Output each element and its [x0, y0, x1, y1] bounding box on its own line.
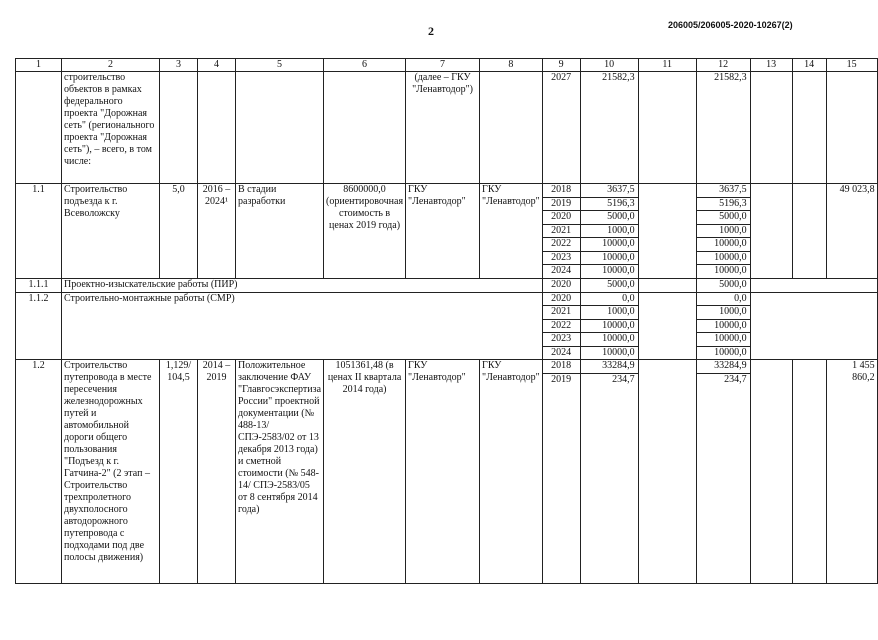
value-line: 1000,0	[581, 225, 638, 239]
row-cost: 1051361,48 (в ценах II квартала 2014 года)	[324, 360, 406, 584]
row-number: 1.1.2	[16, 292, 62, 360]
table-row	[16, 72, 878, 184]
col-header-8: 8	[480, 59, 543, 72]
value-line: 2020	[543, 211, 580, 225]
value-line: 2021	[543, 306, 580, 320]
col-header-6: 6	[324, 59, 406, 72]
row-number: 1.1	[16, 184, 62, 279]
row-years	[542, 72, 580, 184]
col-header-10: 10	[580, 59, 638, 72]
col-header-11: 11	[638, 59, 696, 72]
row-years	[542, 292, 580, 360]
col-header-15: 15	[826, 59, 877, 72]
row-name: строительство объектов в рамках федерального проекта "Дорожная сеть" (регионального проекта "Дорожная сеть"), – всего, в том числе:	[62, 72, 160, 184]
value-line: 10000,0	[697, 238, 750, 252]
value-line: 0,0	[697, 293, 750, 307]
value-line: 0,0	[581, 293, 638, 307]
value-line: 1000,0	[697, 225, 750, 239]
value-line: 10000,0	[697, 333, 750, 347]
row-years	[542, 184, 580, 279]
row-organization: (далее – ГКУ "Ленавтодор")	[406, 72, 480, 184]
row-customer: ГКУ "Ленавтодор"	[406, 360, 480, 584]
value-line: 3637,5	[581, 184, 638, 198]
value-line: 5000,0	[719, 278, 747, 290]
table-row	[16, 278, 878, 292]
row-number: 1.1.1	[16, 278, 62, 292]
row-number: 1.2	[16, 360, 62, 584]
value-line: 3637,5	[697, 184, 750, 198]
row-years	[542, 360, 580, 584]
row-name: Строительство путепровода в месте пересечения железнодорожных путей и автомобильной дороги общего пользования "Подъезд к г. Гатчина-2" (2 этап – Строительство трехпролетного двухполосного автодорожного путепровода с подходами под две полосы движения)	[62, 360, 160, 584]
value-line: 5000,0	[581, 211, 638, 225]
value-line: 1000,0	[581, 306, 638, 320]
row-executor: ГКУ "Ленавтодор"	[480, 184, 543, 279]
value-line: 10000,0	[602, 265, 635, 276]
value-line: 5000,0	[607, 278, 635, 290]
col-header-12: 12	[696, 59, 750, 72]
col-header-4: 4	[198, 59, 236, 72]
row-col10-values	[580, 184, 638, 279]
value-line: 5196,3	[697, 198, 750, 212]
row-col12-values	[696, 72, 750, 184]
row-period: 2014 – 2019	[198, 360, 236, 584]
row-col10-values	[580, 278, 638, 292]
row-name: Проектно-изыскательские работы (ПИР)	[62, 278, 543, 292]
table-row	[16, 360, 878, 584]
value-line: 2019	[543, 198, 580, 212]
row-total: 1 455 860,2	[826, 360, 877, 584]
row-col12-values	[696, 360, 750, 584]
row-years	[542, 278, 580, 292]
row-col12-values	[696, 278, 750, 292]
document-id: 206005/206005-2020-10267(2)	[668, 20, 793, 30]
row-status: Положительное заключение ФАУ "Главгосэкспертиза России" проектной документации (№ 488-13/СПЭ-2583/02 от 13 декабря 2013 года) и сметной стоимости (№ 548-14/ СПЭ-2583/05 от 8 сентября 2014 года)	[236, 360, 324, 584]
value-line: 2023	[543, 333, 580, 347]
page-number: 2	[428, 24, 434, 38]
value-line: 2018	[543, 360, 580, 374]
value-line: 2022	[543, 320, 580, 334]
row-total: 49 023,8	[826, 184, 877, 279]
row-period: 2016 – 2024¹	[198, 184, 236, 279]
value-line: 2020	[543, 293, 580, 307]
table-row	[16, 184, 878, 279]
value-line: 2019	[551, 373, 572, 385]
value-line: 10000,0	[697, 320, 750, 334]
col-header-1: 1	[16, 59, 62, 72]
col-header-9: 9	[542, 59, 580, 72]
program-table	[15, 58, 878, 584]
value-line: 10000,0	[581, 320, 638, 334]
value-line: 2021	[543, 225, 580, 239]
row-status: В стадии разработки	[236, 184, 324, 279]
row-col10-values	[580, 72, 638, 184]
value-line: 10000,0	[714, 265, 747, 276]
row-length: 1,129/ 104,5	[160, 360, 198, 584]
value-line: 2018	[543, 184, 580, 198]
value-line: 21582,3	[714, 72, 747, 83]
value-line: 10000,0	[581, 238, 638, 252]
row-col10-values	[580, 292, 638, 360]
value-line: 2023	[543, 252, 580, 266]
row-col12-values	[696, 184, 750, 279]
table-row	[16, 292, 878, 360]
value-line: 10000,0	[714, 346, 747, 358]
value-line: 5196,3	[581, 198, 638, 212]
value-line: 21582,3	[602, 72, 635, 83]
value-line: 2020	[551, 278, 572, 290]
value-line: 1000,0	[697, 306, 750, 320]
value-line: 10000,0	[602, 346, 635, 358]
value-line: 2022	[543, 238, 580, 252]
col-header-5: 5	[236, 59, 324, 72]
value-line: 234,7	[724, 373, 747, 385]
value-line: 33284,9	[697, 360, 750, 374]
value-line: 10000,0	[581, 252, 638, 266]
value-line: 5000,0	[697, 211, 750, 225]
row-name: Строительно-монтажные работы (СМР)	[62, 292, 543, 360]
row-name: Строительство подъезда к г. Всеволожску	[62, 184, 160, 279]
row-executor: ГКУ "Ленавтодор"	[480, 360, 543, 584]
row-col10-values	[580, 360, 638, 584]
header-row	[16, 59, 878, 72]
row-length: 5,0	[160, 184, 198, 279]
col-header-13: 13	[750, 59, 792, 72]
value-line: 234,7	[612, 373, 635, 385]
value-line: 2027	[551, 72, 572, 83]
col-header-14: 14	[792, 59, 826, 72]
value-line: 10000,0	[697, 252, 750, 266]
col-header-7: 7	[406, 59, 480, 72]
value-line: 2024	[551, 265, 572, 276]
row-customer: ГКУ "Ленавтодор"	[406, 184, 480, 279]
col-header-2: 2	[62, 59, 160, 72]
row-cost: 8600000,0 (ориентировочная стоимость в ценах 2019 года)	[324, 184, 406, 279]
col-header-3: 3	[160, 59, 198, 72]
value-line: 33284,9	[581, 360, 638, 374]
value-line: 2024	[551, 346, 572, 358]
value-line: 10000,0	[581, 333, 638, 347]
row-col12-values	[696, 292, 750, 360]
